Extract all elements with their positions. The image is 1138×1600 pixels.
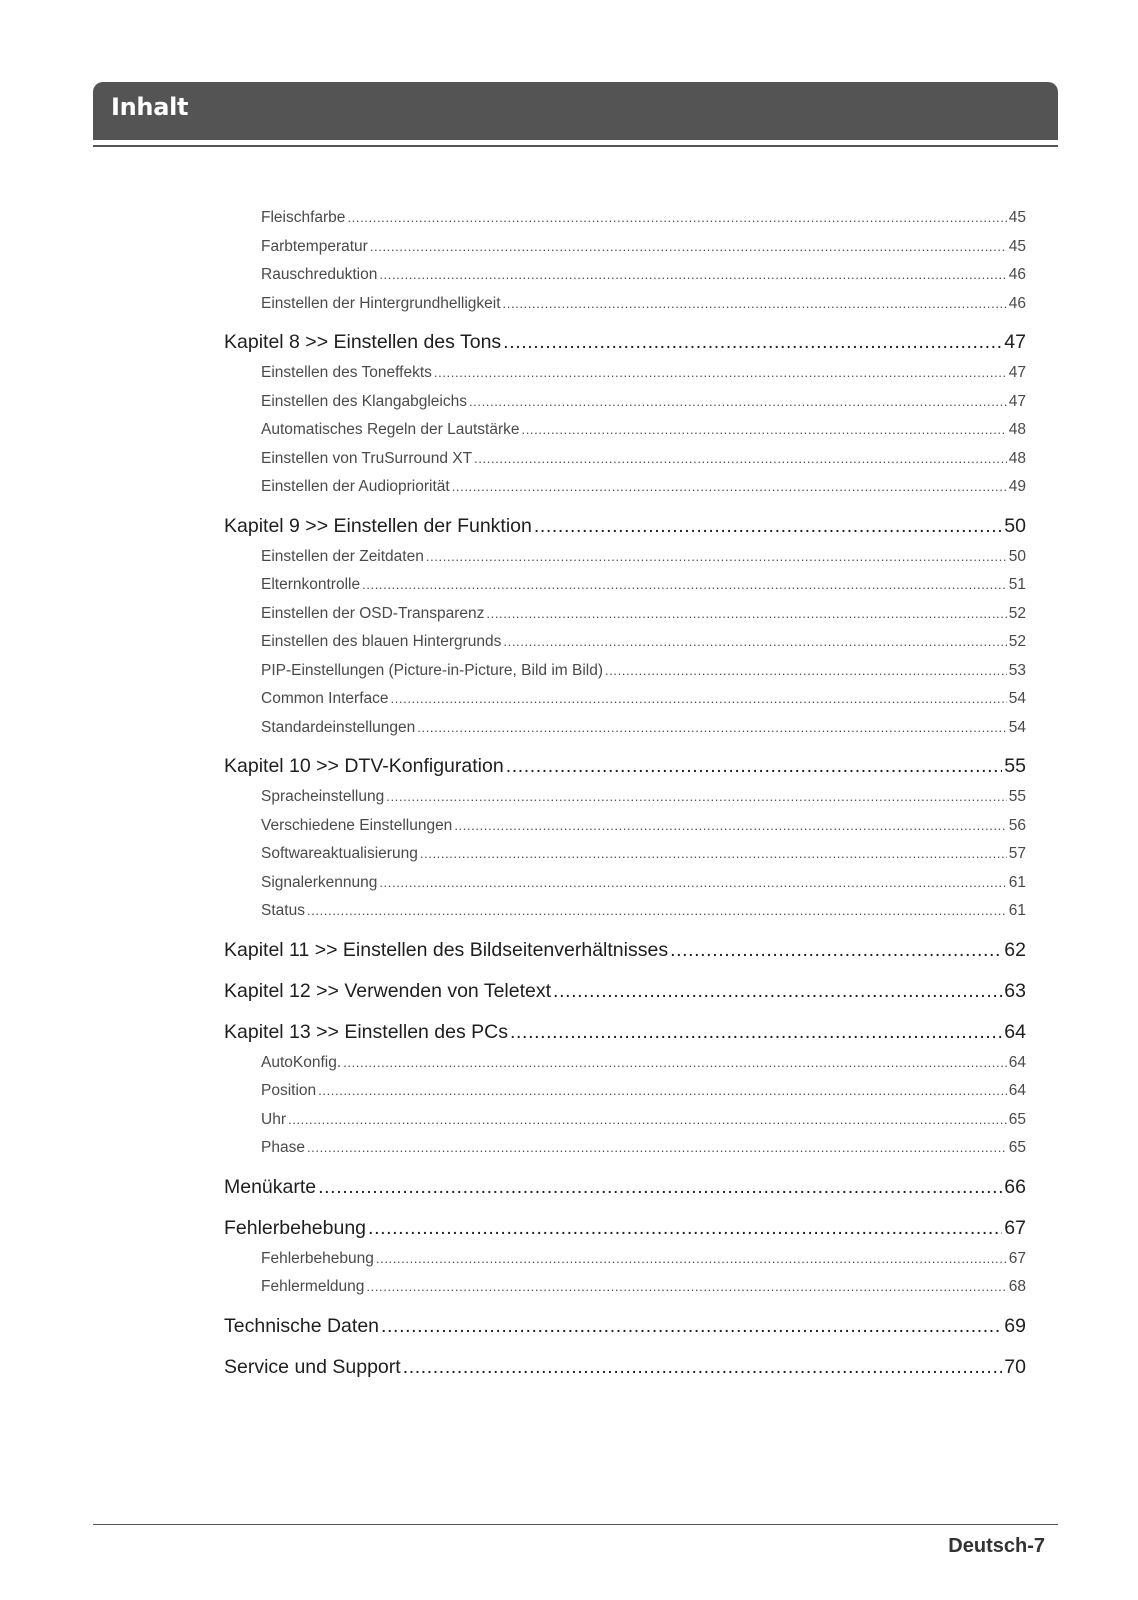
toc-entry-page: 65	[1008, 1110, 1026, 1128]
toc-leader-dots	[452, 473, 1007, 502]
toc-entry-title: Kapitel 9 >> Einstellen der Funktion	[224, 514, 532, 537]
toc-entry-title: Kapitel 12 >> Verwenden von Teletext	[224, 979, 552, 1002]
toc-entry-page: 70	[1004, 1355, 1026, 1378]
toc-section-entry[interactable]	[224, 388, 1026, 417]
toc-entry-title: Kapitel 10 >> DTV-Konfiguration	[224, 755, 504, 777]
toc-entry-page: 48	[1008, 449, 1026, 467]
toc-section-entry[interactable]	[224, 1273, 1026, 1302]
toc-section-entry[interactable]	[224, 416, 1026, 445]
toc-entry-title: Fehlerbehebung	[261, 1249, 374, 1267]
toc-leader-dots	[376, 1245, 1007, 1274]
toc-leader-dots	[379, 261, 1006, 290]
toc-chapter-entry[interactable]	[224, 1310, 1026, 1343]
toc-section-entry[interactable]	[224, 290, 1026, 319]
toc-section-entry[interactable]	[224, 359, 1026, 388]
toc-leader-dots	[670, 934, 1002, 967]
toc-entry-page: 62	[1004, 938, 1026, 961]
toc-section-entry[interactable]	[224, 812, 1026, 841]
toc-entry-page: 67	[1008, 1249, 1026, 1267]
toc-section-entry[interactable]	[224, 261, 1026, 290]
toc-leader-dots	[403, 1351, 1003, 1384]
toc-leader-dots	[510, 1016, 1002, 1049]
toc-chapter-entry[interactable]	[224, 1351, 1026, 1384]
toc-entry-page: 50	[1004, 514, 1026, 537]
toc-section-entry[interactable]	[224, 783, 1026, 812]
toc-entry-title: Einstellen der OSD-Transparenz	[261, 604, 485, 622]
toc-leader-dots	[486, 600, 1006, 629]
toc-entry-title: Automatisches Regeln der Lautstärke	[261, 421, 520, 438]
footer-divider	[93, 1524, 1058, 1525]
toc-entry-page: 65	[1008, 1139, 1026, 1156]
toc-entry-title: Fehlermeldung	[261, 1278, 365, 1295]
toc-entry-page: 45	[1008, 209, 1026, 226]
toc-leader-dots	[503, 326, 1002, 359]
toc-leader-dots	[318, 1077, 1007, 1106]
toc-entry-title: Menükarte	[224, 1175, 317, 1198]
toc-chapter-entry[interactable]	[224, 750, 1026, 783]
toc-section-entry[interactable]	[224, 1245, 1026, 1274]
toc-section-entry[interactable]	[224, 1106, 1026, 1135]
toc-entry-title: Farbtemperatur	[261, 237, 368, 255]
toc-section-entry[interactable]	[224, 600, 1026, 629]
toc-leader-dots	[386, 783, 1007, 812]
toc-section-entry[interactable]	[224, 657, 1026, 686]
toc-chapter-entry[interactable]	[224, 1171, 1026, 1204]
toc-entry-page: 66	[1004, 1175, 1026, 1198]
toc-entry-page: 51	[1008, 576, 1026, 593]
toc-entry-page: 64	[1004, 1020, 1026, 1043]
toc-entry-title: Einstellen der Hintergrundhelligkeit	[261, 294, 501, 312]
toc-entry-page: 63	[1004, 979, 1026, 1002]
toc-entry-title: Standardeinstellungen	[261, 718, 416, 736]
toc-leader-dots	[381, 1310, 1002, 1343]
toc-entry-title: Fehlerbehebung	[224, 1216, 367, 1239]
toc-chapter-entry[interactable]	[224, 1212, 1026, 1245]
toc-section-entry[interactable]	[224, 543, 1026, 572]
toc-leader-dots	[347, 204, 1006, 233]
toc-leader-dots	[417, 714, 1006, 743]
toc-entry-page: 52	[1008, 633, 1026, 650]
toc-leader-dots	[362, 571, 1007, 600]
toc-entry-title: Kapitel 13 >> Einstellen des PCs	[224, 1020, 509, 1043]
toc-leader-dots	[503, 628, 1006, 657]
toc-leader-dots	[469, 388, 1007, 417]
toc-section-entry[interactable]	[224, 1049, 1026, 1078]
toc-entry-title: Verschiedene Einstellungen	[261, 816, 453, 834]
toc-section-entry[interactable]	[224, 840, 1026, 869]
toc-entry-title: Einstellen von TruSurround XT	[261, 449, 473, 467]
toc-leader-dots	[343, 1049, 1007, 1078]
toc-entry-page: 69	[1004, 1314, 1026, 1337]
toc-chapter-entry[interactable]	[224, 1016, 1026, 1049]
toc-entry-title: Uhr	[261, 1110, 286, 1128]
toc-leader-dots	[366, 1273, 1006, 1302]
toc-leader-dots	[506, 750, 1003, 783]
toc-entry-page: 48	[1008, 421, 1026, 438]
toc-leader-dots	[426, 543, 1007, 572]
toc-leader-dots	[605, 657, 1007, 686]
toc-leader-dots	[318, 1171, 1002, 1204]
toc-entry-page: 52	[1008, 604, 1026, 622]
page-title: Inhalt	[111, 93, 189, 121]
toc-entry-title: Einstellen des Toneffekts	[261, 364, 432, 381]
toc-leader-dots	[307, 897, 1007, 926]
toc-entry-title: PIP-Einstellungen (Picture-in-Picture, Bild im Bild)	[261, 661, 603, 679]
toc-entry-title: Einstellen des Klangabgleichs	[261, 392, 467, 410]
toc-entry-title: Phase	[261, 1139, 305, 1156]
toc-entry-title: Einstellen der Audiopriorität	[261, 478, 450, 495]
toc-entry-title: Kapitel 8 >> Einstellen des Tons	[224, 331, 502, 353]
toc-leader-dots	[434, 359, 1007, 388]
toc-section-entry[interactable]	[224, 445, 1026, 474]
toc-entry-page: 68	[1008, 1278, 1026, 1295]
toc-section-entry[interactable]	[224, 628, 1026, 657]
toc-entry-title: AutoKonfig.	[261, 1053, 342, 1071]
toc-section-entry[interactable]	[224, 204, 1026, 233]
toc-entry-page: 54	[1008, 718, 1026, 736]
toc-section-entry[interactable]	[224, 714, 1026, 743]
toc-entry-page: 61	[1008, 873, 1026, 891]
toc-chapter-entry[interactable]	[224, 975, 1026, 1008]
page-number: Deutsch-7	[948, 1535, 1045, 1557]
toc-entry-title: Spracheinstellung	[261, 788, 385, 805]
toc-entry-title: Technische Daten	[224, 1314, 380, 1337]
toc-section-entry[interactable]	[224, 897, 1026, 926]
toc-entry-title: Fleischfarbe	[261, 209, 346, 226]
toc-leader-dots	[503, 290, 1007, 319]
toc-leader-dots	[391, 685, 1007, 714]
toc-entry-page: 46	[1008, 266, 1026, 283]
toc-leader-dots	[370, 233, 1007, 262]
toc-section-entry[interactable]	[224, 233, 1026, 262]
toc-entry-title: Softwareaktualisierung	[261, 845, 418, 862]
toc-leader-dots	[521, 416, 1006, 445]
toc-entry-page: 45	[1008, 237, 1026, 255]
toc-entry-title: Status	[261, 902, 305, 919]
toc-entry-title: Einstellen des blauen Hintergrunds	[261, 633, 502, 650]
toc-leader-dots	[534, 510, 1002, 543]
toc-entry-page: 47	[1008, 392, 1026, 410]
toc-entry-page: 61	[1008, 902, 1026, 919]
toc-section-entry[interactable]	[224, 1077, 1026, 1106]
table-of-contents	[224, 204, 1026, 1390]
toc-entry-page: 67	[1004, 1216, 1026, 1239]
toc-chapter-entry[interactable]	[224, 934, 1026, 967]
header-bar	[93, 82, 1058, 140]
toc-entry-title: Rauschreduktion	[261, 266, 378, 283]
toc-entry-page: 55	[1008, 788, 1026, 805]
toc-entry-title: Einstellen der Zeitdaten	[261, 547, 424, 565]
toc-entry-page: 47	[1008, 364, 1026, 381]
toc-leader-dots	[307, 1134, 1007, 1163]
header-divider	[93, 145, 1058, 147]
toc-section-entry[interactable]	[224, 685, 1026, 714]
toc-entry-page: 53	[1008, 661, 1026, 679]
toc-chapter-entry[interactable]	[224, 510, 1026, 543]
toc-leader-dots	[288, 1106, 1007, 1135]
toc-entry-title: Service und Support	[224, 1355, 401, 1378]
toc-section-entry[interactable]	[224, 473, 1026, 502]
toc-entry-title: Signalerkennung	[261, 873, 378, 891]
toc-entry-page: 47	[1004, 331, 1026, 353]
toc-chapter-entry[interactable]	[224, 326, 1026, 359]
toc-entry-page: 50	[1008, 547, 1026, 565]
toc-leader-dots	[420, 840, 1007, 869]
toc-section-entry[interactable]	[224, 1134, 1026, 1163]
toc-leader-dots	[454, 812, 1006, 841]
toc-section-entry[interactable]	[224, 571, 1026, 600]
toc-entry-title: Common Interface	[261, 690, 389, 707]
toc-leader-dots	[379, 869, 1006, 898]
toc-entry-page: 57	[1008, 845, 1026, 862]
toc-entry-page: 56	[1008, 816, 1026, 834]
toc-entry-title: Kapitel 11 >> Einstellen des Bildseitenverhältnisses	[224, 938, 669, 961]
toc-entry-page: 49	[1008, 478, 1026, 495]
toc-entry-page: 55	[1004, 755, 1026, 777]
toc-entry-title: Position	[261, 1082, 317, 1099]
toc-entry-title: Elternkontrolle	[261, 576, 361, 593]
toc-entry-page: 54	[1008, 690, 1026, 707]
toc-leader-dots	[553, 975, 1002, 1008]
toc-section-entry[interactable]	[224, 869, 1026, 898]
toc-entry-page: 46	[1008, 294, 1026, 312]
toc-entry-page: 64	[1008, 1082, 1026, 1099]
toc-leader-dots	[368, 1212, 1002, 1245]
toc-entry-page: 64	[1008, 1053, 1026, 1071]
toc-leader-dots	[474, 445, 1007, 474]
